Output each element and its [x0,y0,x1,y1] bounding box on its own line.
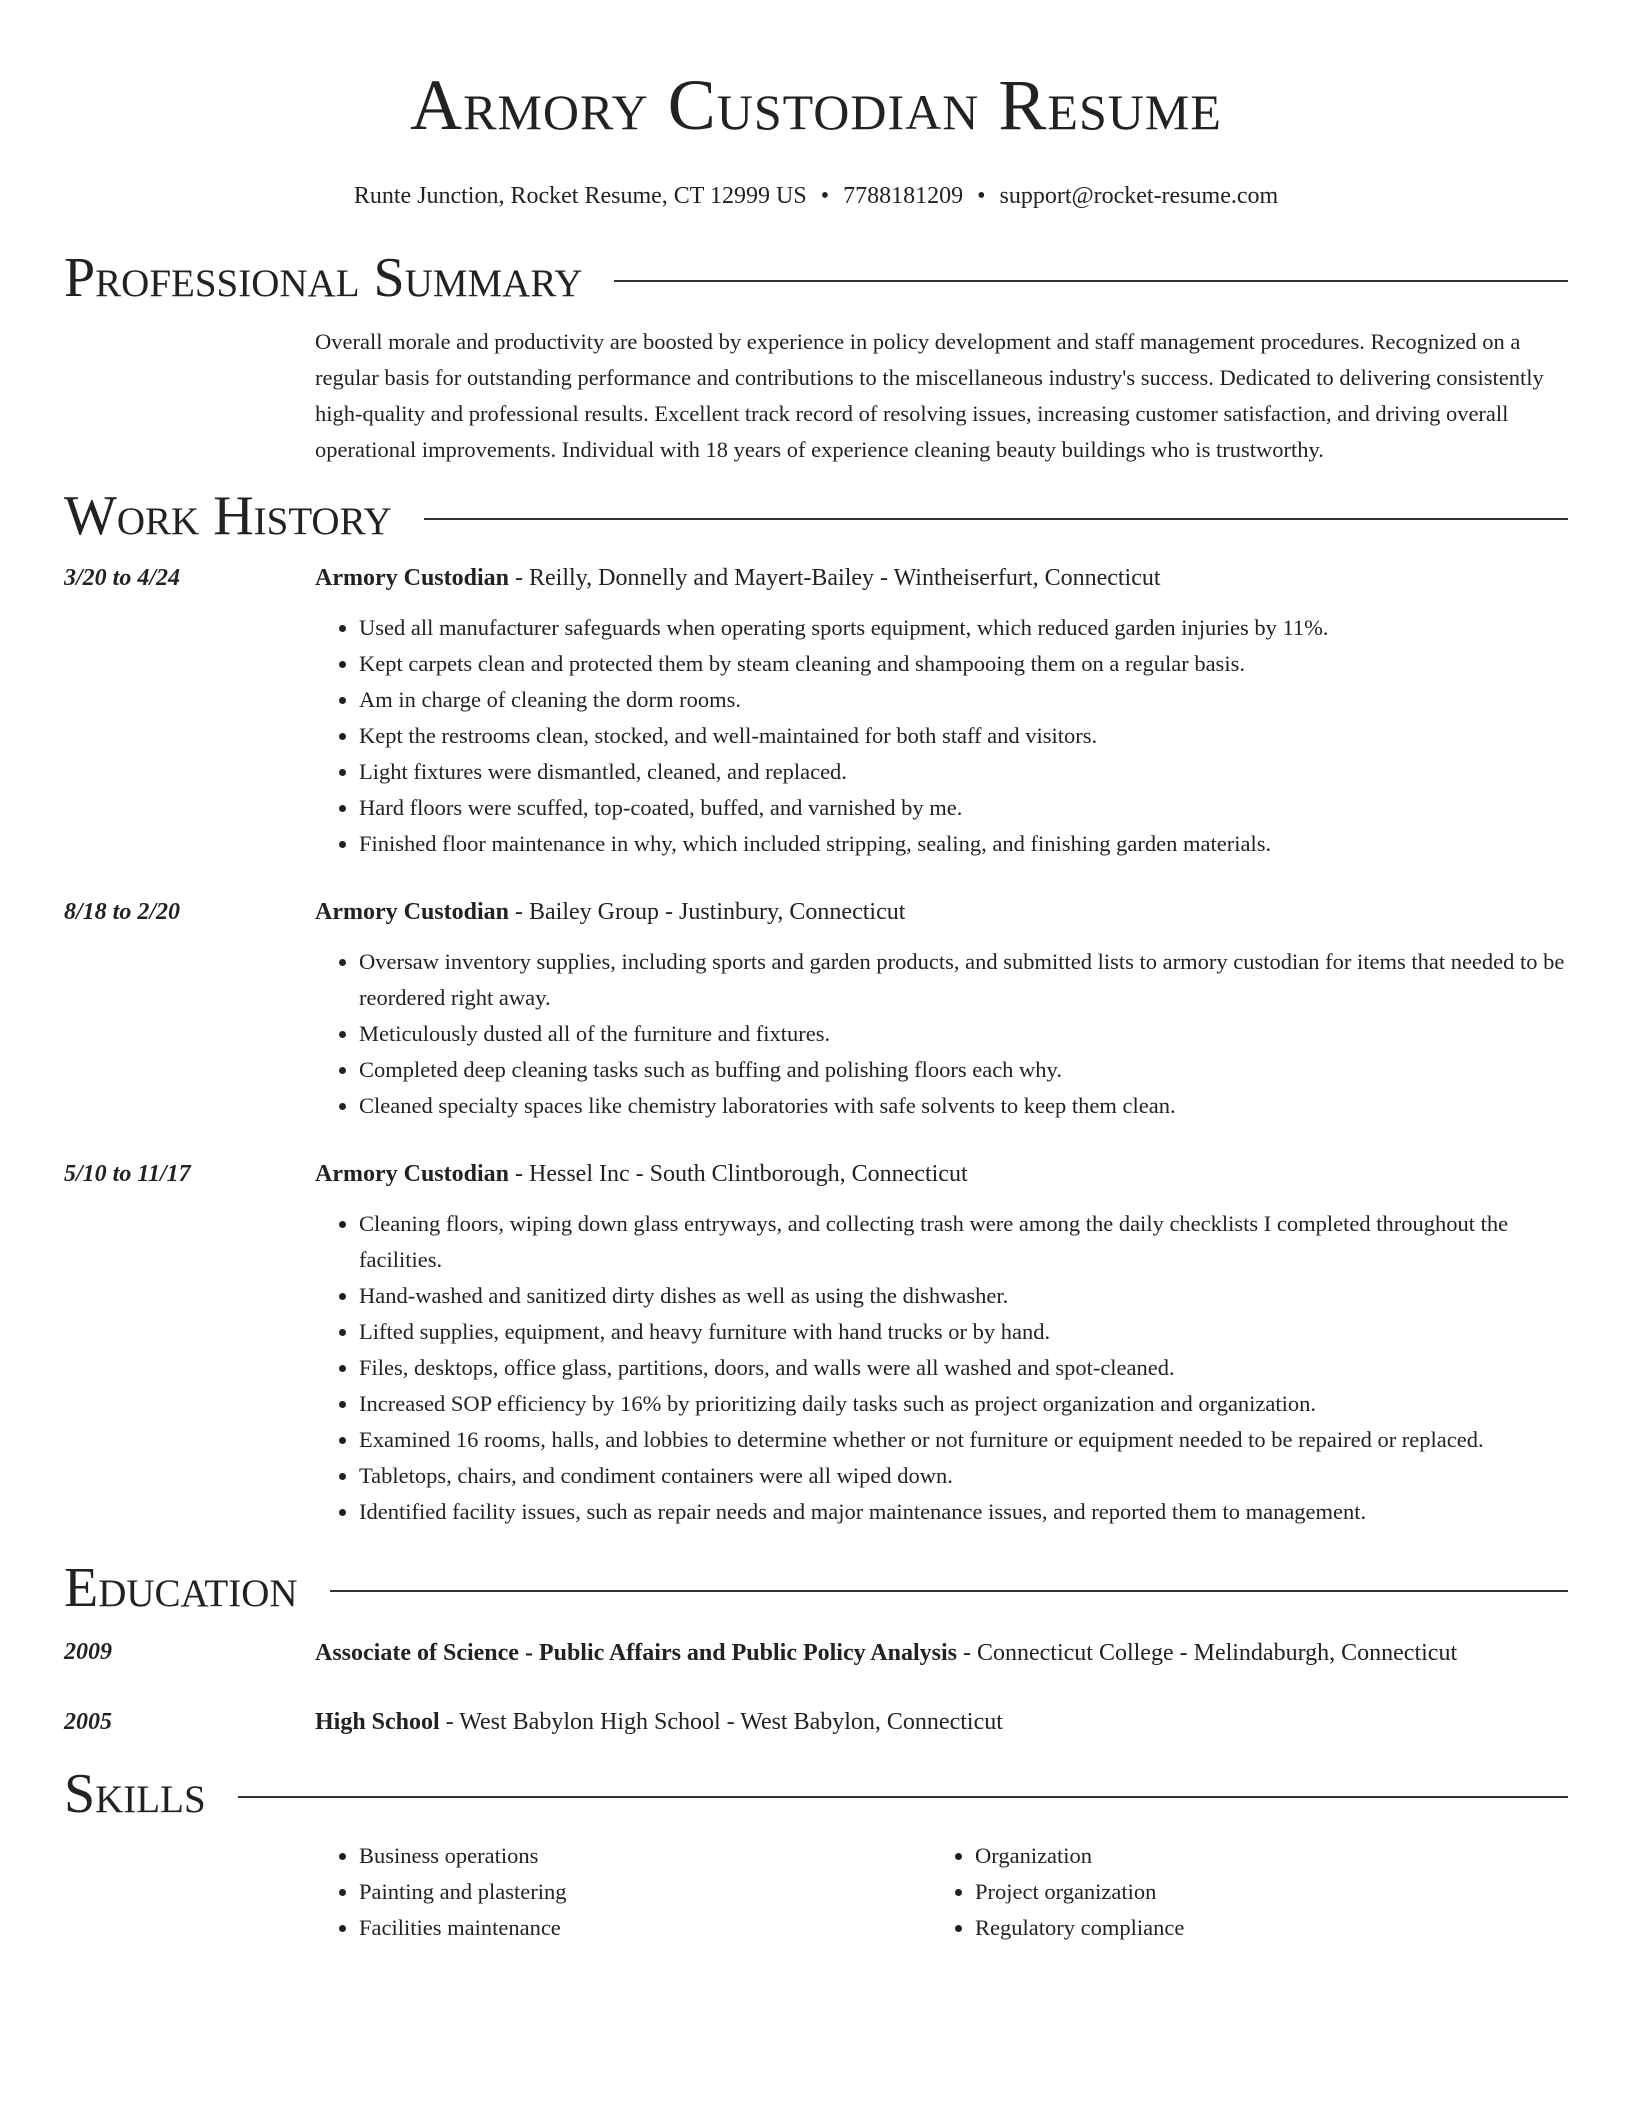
job-title: Armory Custodian [315,1161,510,1187]
skill-item: • Business operations [359,1838,931,1874]
job-bullet: • Meticulously dusted all of the furniture and fixtures. [359,1016,1568,1052]
summary-text: Overall morale and productivity are boosted by experience in policy development and staff management procedures. Recognized on a regular basis for outstanding performance and contributions to the miscellaneous industry's success. Dedicated to delivering consistently high-quality and professional results. Excellent track record of resolving issues, increasing customer satisfaction, and driving overall operational improvements. Individual with 18 years of experience cleaning beauty buildings who is trustworthy. [315,329,1544,462]
job-title: Armory Custodian [315,565,510,591]
job-entry [64,894,1568,1124]
skill-item: • Facilities maintenance [359,1910,931,1946]
job-bullets [315,944,1568,1124]
job-employer: - Reilly, Donnelly and Mayert-Bailey - Wintheiserfurt, Connecticut [509,565,1161,591]
job-employer: - Bailey Group - Justinbury, Connecticut [509,899,906,925]
education-year: 2009 [64,1639,112,1665]
contact-separator: • [977,183,986,209]
section-title: Professional Summary [64,247,583,309]
skill-item: • Regulatory compliance [975,1910,1547,1946]
job-entry [64,560,1568,862]
job-bullet: • Files, desktops, office glass, partitions, doors, and walls were all washed and spot-cleaned. [359,1350,1568,1386]
job-bullet: • Lifted supplies, equipment, and heavy furniture with hand trucks or by hand. [359,1314,1568,1350]
job-bullet: • Hand-washed and sanitized dirty dishes as well as using the dishwasher. [359,1278,1568,1314]
contact-email: support@rocket-resume.com [999,183,1279,209]
job-bullet: • Kept carpets clean and protected them by steam cleaning and shampooing them on a regular basis. [359,646,1568,682]
section-divider [330,1590,1568,1592]
job-dates: 8/18 to 2/20 [64,899,181,925]
job-bullet: • Increased SOP efficiency by 16% by prioritizing daily tasks such as project organization and organization. [359,1386,1568,1422]
job-bullets [315,1206,1568,1530]
section-divider [424,518,1568,520]
section-heading-work [64,484,1568,548]
resume-title: Armory Custodian Resume [410,65,1222,145]
job-bullet: • Cleaning floors, wiping down glass entryways, and collecting trash were among the daily checklists I completed throughout the facilities. [359,1206,1568,1278]
job-bullet: • Cleaned specialty spaces like chemistry laboratories with safe solvents to keep them clean. [359,1088,1568,1124]
section-heading-summary [64,246,1568,310]
job-dates: 5/10 to 11/17 [64,1161,191,1187]
skill-item: • Organization [975,1838,1547,1874]
job-heading [315,560,1568,596]
skills-column-left [315,1838,931,1946]
job-bullet: • Tabletops, chairs, and condiment containers were all wiped down. [359,1458,1568,1494]
section-title: Work History [64,485,392,547]
job-details [315,560,1568,862]
job-bullet: • Used all manufacturer safeguards when operating sports equipment, which reduced garden injuries by 11%. [359,610,1568,646]
job-bullet: • Identified facility issues, such as repair needs and major maintenance issues, and reported them to management. [359,1494,1568,1530]
job-bullet: • Kept the restrooms clean, stocked, and well-maintained for both staff and visitors. [359,718,1568,754]
skill-item: • Project organization [975,1874,1547,1910]
job-details [315,894,1568,1124]
education-details [315,1634,1568,1672]
education-year: 2005 [64,1709,112,1735]
job-heading [315,894,1568,930]
job-dates: 3/20 to 4/24 [64,565,181,591]
education-degree: Associate of Science - Public Affairs and Public Policy Analysis [315,1640,957,1666]
education-details [315,1704,1568,1740]
contact-line [64,180,1568,212]
education-entry [64,1704,1568,1740]
section-divider [238,1796,1568,1798]
job-bullets [315,610,1568,862]
contact-phone: 7788181209 [843,183,964,209]
job-bullet: • Oversaw inventory supplies, including sports and garden products, and submitted lists to armory custodian for items that needed to be reordered right away. [359,944,1568,1016]
education-degree: High School [315,1709,440,1735]
job-title: Armory Custodian [315,899,510,925]
job-bullet: • Finished floor maintenance in why, which included stripping, sealing, and finishing garden materials. [359,826,1568,862]
job-employer: - Hessel Inc - South Clintborough, Connecticut [509,1161,968,1187]
contact-separator: • [820,183,830,209]
job-details [315,1156,1568,1530]
education-school: - West Babylon High School - West Babylon, Connecticut [439,1709,1003,1735]
section-title: Education [64,1557,298,1619]
education-school: - Connecticut College - Melindaburgh, Connecticut [957,1640,1458,1666]
skills-list [315,1838,1568,1946]
resume-page [64,0,1568,1946]
section-divider [614,280,1568,282]
education-entry [64,1634,1568,1672]
skills-bullets [315,1838,931,1946]
skill-item: • Painting and plastering [359,1874,931,1910]
section-title: Skills [64,1763,206,1825]
section-heading-education [64,1556,1568,1620]
skills-bullets [931,1838,1547,1946]
section-heading-skills [64,1762,1568,1826]
job-bullet: • Hard floors were scuffed, top-coated, buffed, and varnished by me. [359,790,1568,826]
job-heading [315,1156,1568,1192]
job-entry [64,1156,1568,1530]
contact-address: Runte Junction, Rocket Resume, CT 12999 US [353,183,807,209]
job-bullet: • Am in charge of cleaning the dorm rooms. [359,682,1568,718]
job-bullet: • Light fixtures were dismantled, cleaned, and replaced. [359,754,1568,790]
job-bullet: • Examined 16 rooms, halls, and lobbies to determine whether or not furniture or equipment needed to be repaired or replaced. [359,1422,1568,1458]
skills-column-right [931,1838,1547,1946]
job-bullet: • Completed deep cleaning tasks such as buffing and polishing floors each why. [359,1052,1568,1088]
